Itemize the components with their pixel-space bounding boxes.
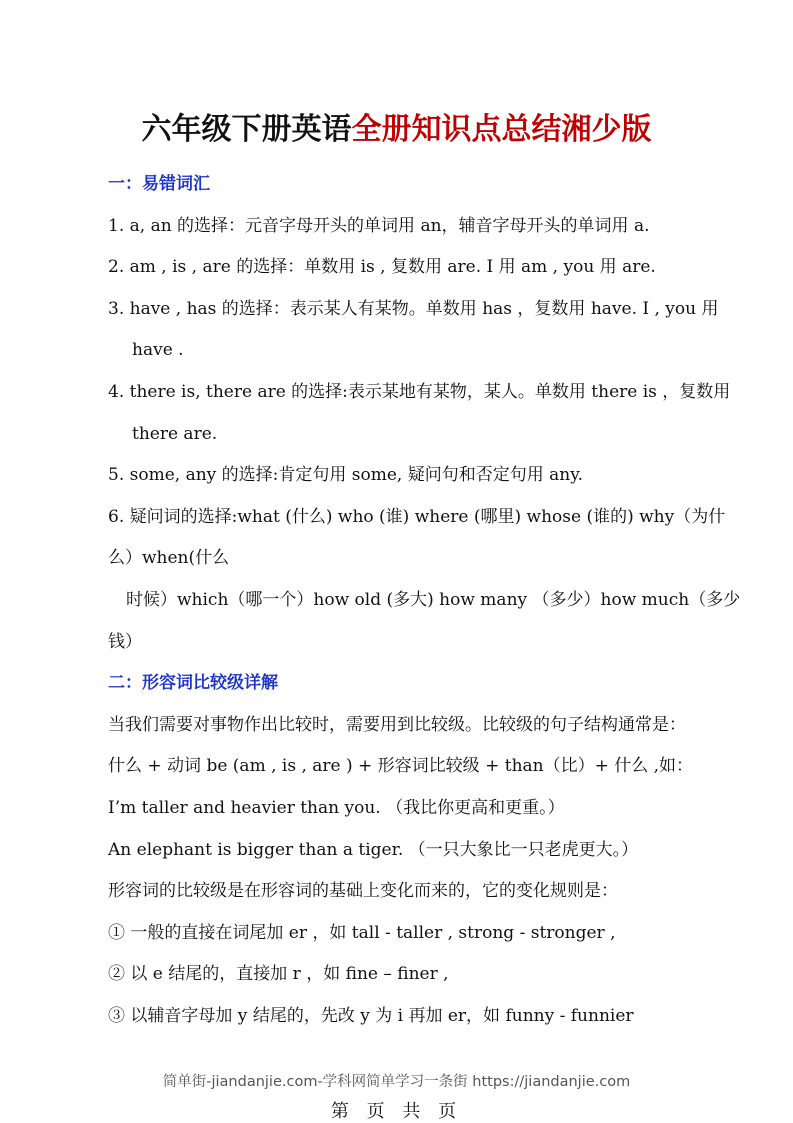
title-red-part: 全册知识点总结湘少版 [351,112,652,147]
s1-line-3: 3. have , has 的选择：表示某人有某物。单数用 has ，复数用 have. I , you 用 [108,298,719,319]
document-body [108,164,758,1037]
s2-rule-1: ① 一般的直接在词尾加 er ，如 tall - taller , strong - stronger , [108,922,616,943]
s1-line-6-cont-3: 钱） [108,631,142,652]
s1-line-3-cont: have . [132,340,184,361]
s1-line-6-cont-1: 么）when(什么 [108,548,230,569]
s2-line-4: An elephant is bigger than a tiger. （一只大象比一只老虎更大。） [108,839,639,860]
footer-page-number: 第 页 共 页 [330,1101,463,1122]
s2-line-5: 形容词的比较级是在形容词的基础上变化而来的，它的变化规则是： [108,881,618,902]
s2-rule-3: ③ 以辅音字母加 y 结尾的，先改 y 为 i 再加 er，如 funny - funnier [108,1005,634,1026]
section-2-heading: 二：形容词比较级详解 [108,673,278,694]
section-1-heading: 一：易错词汇 [108,174,210,194]
s1-line-4-cont: there are. [132,423,218,444]
s1-line-2: 2. am , is , are 的选择：单数用 is , 复数用 are. I 用 am , you 用 are. [108,257,656,278]
s2-line-1: 当我们需要对事物作出比较时，需要用到比较级。比较级的句子结构通常是： [108,714,686,735]
s1-line-5: 5. some, any 的选择:肯定句用 some, 疑问句和否定句用 any. [108,465,583,486]
s1-line-6: 6. 疑问词的选择:what (什么) who (谁) where (哪里) whose (谁的) why（为什 [108,506,726,527]
title-black-part: 六年级下册英语 [141,112,352,147]
s1-line-6-cont-2: 时候）which（哪一个）how old (多大) how many （多少）how much（多少 [126,589,741,610]
s1-line-1: 1. a, an 的选择：元音字母开头的单词用 an，辅音字母开头的单词用 a. [108,215,650,236]
s2-line-3: I’m taller and heavier than you. （我比你更高和更重。） [108,797,565,818]
page-title [0,104,793,148]
s2-rule-2: ② 以 e 结尾的，直接加 r ，如 fine – finer , [108,964,449,985]
footer-site-link[interactable]: 简单街-jiandanjie.com-学科网简单学习一条街 https://jiandanjie.com [162,1074,631,1090]
s1-line-4: 4. there is, there are 的选择:表示某地有某物，某人。单数用 there is ，复数用 [108,381,731,402]
s2-line-2: 什么 + 动词 be (am , is , are ) + 形容词比较级 + than（比）+ 什么 ,如： [108,756,694,777]
